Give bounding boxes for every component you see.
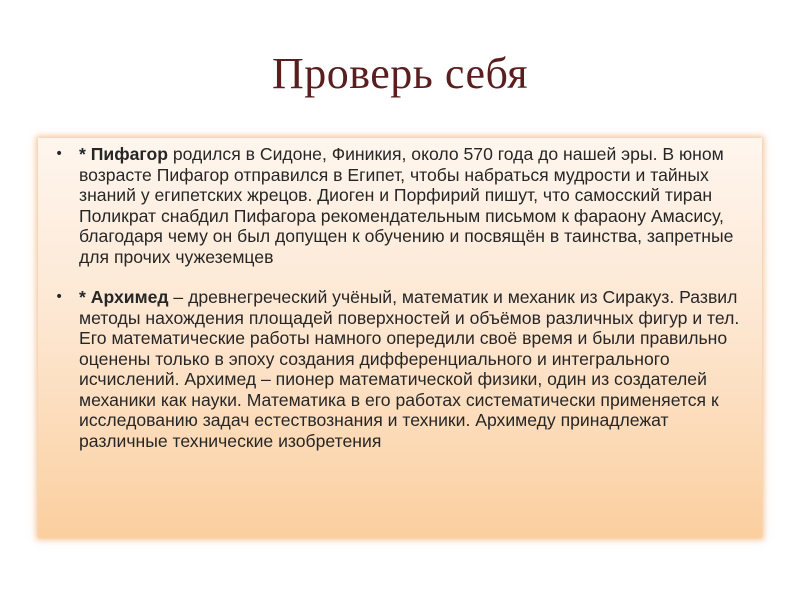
item-prefix: *	[79, 287, 91, 307]
bullet-icon: •	[55, 289, 64, 305]
item-text: родился в Сидоне, Финикия, около 570 года до нашей эры. В юном возрасте Пифагор отправился в Египет, чтобы набраться мудрости и тайных знаний у египетских жрецов. Диоген и Порфирий пишут, что самосский тиран Поликрат снабдил Пифагора рекомендательным письмом к фараону Амасису, благодаря чему он был допущен к обучению и посвящён в таинства, запретные для прочих чужеземцев	[79, 144, 734, 267]
bullet-list	[52, 144, 746, 451]
item-text: – древнегреческий учёный, математик и механик из Сиракуз. Развил методы нахождения площадей поверхностей и объёмов различных фигур и тел. Его математические работы намного опередили своё время и были правильно оценены только в эпоху создания дифференциального и интегрального исчислений. Архимед – пионер математической физики, один из создателей механики как науки. Математика в его работах систематически применяется к исследованию задач естествознания и техники. Архимеду принадлежат различные технические изобретения	[79, 287, 740, 451]
item-term: Пифагор	[90, 144, 168, 164]
item-prefix: *	[79, 144, 91, 164]
list-item-pythagoras	[52, 144, 746, 267]
content-box	[38, 138, 762, 538]
list-item-archimedes	[52, 287, 746, 451]
item-term: Архимед	[90, 287, 169, 307]
bullet-icon: •	[55, 146, 64, 162]
slide-title: Проверь себя	[271, 49, 528, 98]
